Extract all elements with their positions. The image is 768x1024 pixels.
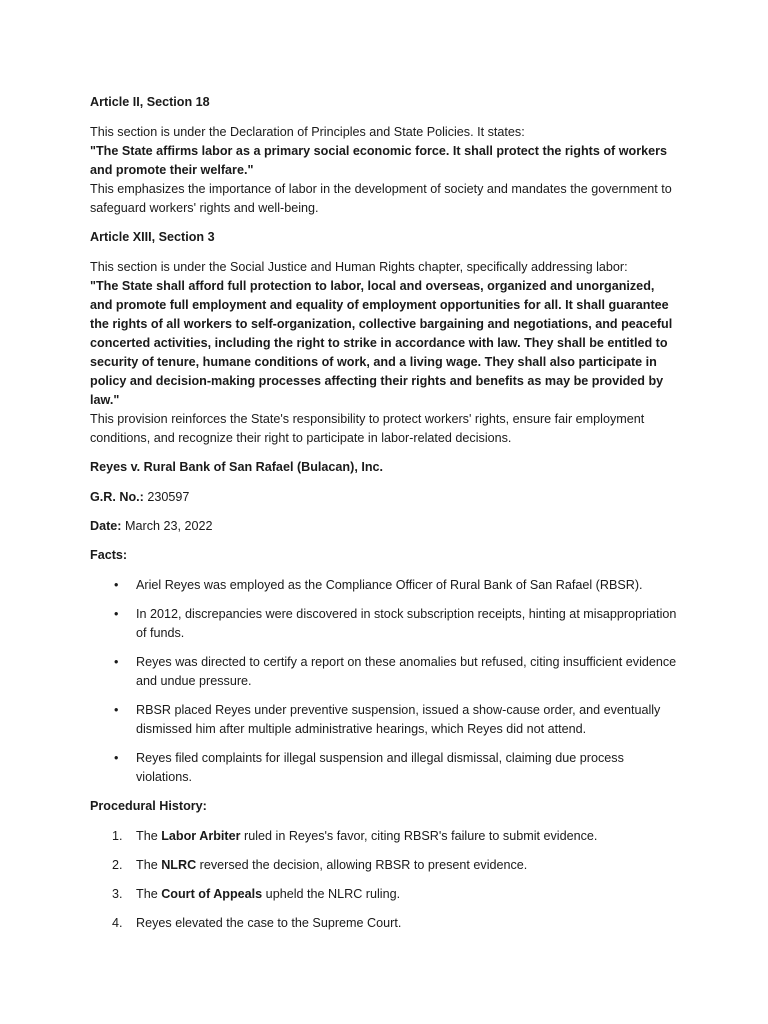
article-13-body bbox=[90, 258, 680, 448]
proc-pre: The bbox=[136, 858, 162, 872]
article-13-comment: This provision reinforces the State's responsibility to protect workers' rights, ensure fair employment conditions, and recognize their right to participate in labor-related decisions. bbox=[90, 412, 645, 445]
bullet-icon: • bbox=[114, 578, 119, 592]
proc-pre: The bbox=[136, 887, 162, 901]
case-date bbox=[90, 517, 680, 536]
list-item bbox=[90, 576, 680, 595]
facts-list bbox=[90, 576, 680, 787]
list-item bbox=[90, 885, 680, 904]
facts-heading: Facts: bbox=[90, 548, 128, 562]
proc-post: upheld the NLRC ruling. bbox=[262, 887, 401, 901]
proc-pre: The bbox=[136, 829, 162, 843]
proc-entity: Labor Arbiter bbox=[161, 829, 241, 843]
list-item bbox=[90, 605, 680, 643]
fact-text: In 2012, discrepancies were discovered in stock subscription receipts, hinting at misappropriation of funds. bbox=[136, 607, 677, 640]
article-2-comment: This emphasizes the importance of labor in the development of society and mandates the government to safeguard workers' rights and well-being. bbox=[90, 182, 672, 215]
list-item bbox=[90, 827, 680, 846]
bullet-icon: • bbox=[114, 655, 119, 669]
article-2-quote: "The State affirms labor as a primary social economic force. It shall protect the rights of workers and promote their welfare." bbox=[90, 144, 668, 177]
bullet-icon: • bbox=[114, 607, 119, 621]
article-2-body bbox=[90, 123, 680, 218]
article-2-heading: Article II, Section 18 bbox=[90, 95, 210, 109]
bullet-icon: • bbox=[114, 751, 119, 765]
date-label: Date: bbox=[90, 519, 122, 533]
procedural-history-list bbox=[90, 827, 680, 933]
article-13-quote: "The State shall afford full protection to labor, local and overseas, organized and unorganized, and promote full employment and equality of employment opportunities for all. It shall guarantee the rights of all workers to self-organization, collective bargaining and negotiations, and peaceful concerted activities, including the right to strike in accordance with law. They shall be entitled to security of tenure, humane conditions of work, and a living wage. They shall also participate in policy and decision-making processes affecting their rights and benefits as may be provided by law." bbox=[90, 279, 673, 407]
proc-entity: Court of Appeals bbox=[161, 887, 263, 901]
proc-pre: Reyes elevated the case to the Supreme Court. bbox=[136, 916, 402, 930]
document-page bbox=[90, 93, 680, 943]
list-item bbox=[90, 856, 680, 875]
gr-label: G.R. No.: bbox=[90, 490, 144, 504]
gr-value: 230597 bbox=[147, 490, 190, 504]
proc-post: ruled in Reyes's favor, citing RBSR's failure to submit evidence. bbox=[240, 829, 598, 843]
bullet-icon: • bbox=[114, 703, 119, 717]
item-number: 3. bbox=[112, 887, 123, 901]
list-item bbox=[90, 914, 680, 933]
list-item bbox=[90, 653, 680, 691]
proc-post: reversed the decision, allowing RBSR to present evidence. bbox=[196, 858, 528, 872]
case-gr-number bbox=[90, 488, 680, 507]
fact-text: RBSR placed Reyes under preventive suspension, issued a show-cause order, and eventually dismissed him after multiple administrative hearings, which Reyes did not attend. bbox=[136, 703, 661, 736]
article-2-intro: This section is under the Declaration of Principles and State Policies. It states: bbox=[90, 125, 525, 139]
procedural-history-heading: Procedural History: bbox=[90, 799, 207, 813]
article-13-heading: Article XIII, Section 3 bbox=[90, 230, 215, 244]
case-title: Reyes v. Rural Bank of San Rafael (Bulacan), Inc. bbox=[90, 460, 384, 474]
fact-text: Ariel Reyes was employed as the Compliance Officer of Rural Bank of San Rafael (RBSR). bbox=[136, 578, 643, 592]
article-13-intro: This section is under the Social Justice and Human Rights chapter, specifically addressing labor: bbox=[90, 260, 628, 274]
item-number: 4. bbox=[112, 916, 123, 930]
item-number: 2. bbox=[112, 858, 123, 872]
proc-entity: NLRC bbox=[161, 858, 197, 872]
fact-text: Reyes was directed to certify a report on these anomalies but refused, citing insufficient evidence and undue pressure. bbox=[136, 655, 677, 688]
item-number: 1. bbox=[112, 829, 123, 843]
list-item bbox=[90, 701, 680, 739]
fact-text: Reyes filed complaints for illegal suspension and illegal dismissal, claiming due process violations. bbox=[136, 751, 624, 784]
date-value: March 23, 2022 bbox=[125, 519, 213, 533]
list-item bbox=[90, 749, 680, 787]
